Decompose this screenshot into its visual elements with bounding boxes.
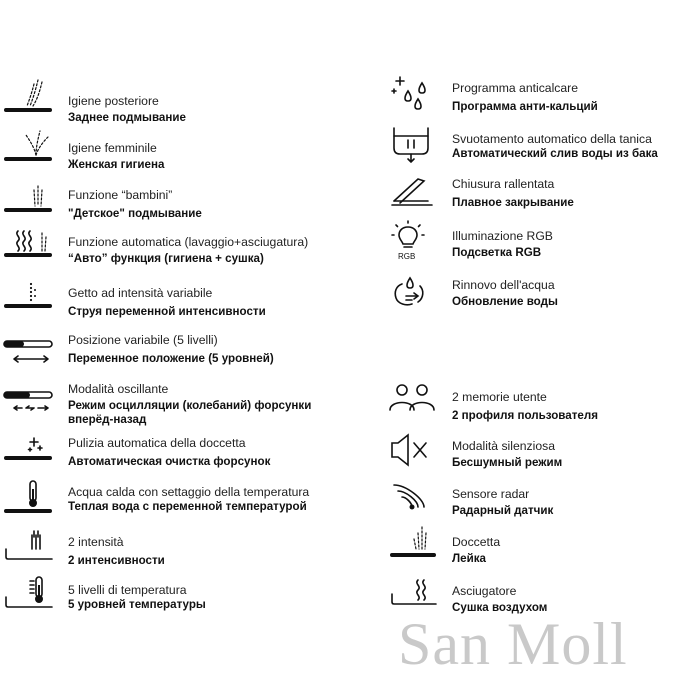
feature-ru-label: Бесшумный режим bbox=[452, 456, 563, 469]
feature-it-label: Sensore radar bbox=[452, 487, 530, 501]
feature-ru-label: "Детское" подмывание bbox=[68, 207, 202, 220]
user-memory-icon bbox=[388, 380, 438, 424]
feature-it-label: Igiene posteriore bbox=[68, 94, 159, 108]
feature-it-label: Illuminazione RGB bbox=[452, 229, 553, 243]
water-renewal-icon bbox=[388, 274, 438, 318]
tank-drain-icon bbox=[388, 124, 438, 168]
feature-ru-label: Плавное закрывание bbox=[452, 196, 574, 209]
variable-position-icon bbox=[0, 335, 54, 379]
soft-close-icon bbox=[388, 171, 438, 215]
feature-it-label: Programma anticalcare bbox=[452, 81, 578, 95]
silent-mode-icon bbox=[388, 433, 438, 477]
feature-ru-label: Обновление воды bbox=[452, 295, 558, 308]
feature-it-label: Modalità oscillante bbox=[68, 382, 169, 396]
feature-ru-label: Подсветка RGB bbox=[452, 246, 542, 259]
rgb-badge: RGB bbox=[398, 252, 416, 261]
feature-ru-label: Женская гигиена bbox=[68, 158, 165, 171]
feature-ru-label: Лейка bbox=[452, 552, 486, 565]
feature-it-label: Pulizia automatica della doccetta bbox=[68, 436, 246, 450]
kids-function-icon bbox=[0, 178, 54, 222]
anti-limescale-icon bbox=[388, 75, 438, 119]
feature-it-label: Funzione “bambini” bbox=[68, 188, 173, 202]
feature-it-label: Asciugatore bbox=[452, 584, 517, 598]
warm-water-thermometer-icon bbox=[0, 479, 54, 523]
feature-ru-label: Переменное положение (5 уровней) bbox=[68, 352, 274, 365]
feature-ru-label: Автоматический слив воды из бака bbox=[452, 147, 658, 160]
feature-it-label: Posizione variabile (5 livelli) bbox=[68, 333, 218, 347]
variable-jet-icon bbox=[0, 276, 54, 320]
feature-ru-label: Автоматическая очистка форсунок bbox=[68, 455, 271, 468]
feature-it-label: Igiene femminile bbox=[68, 141, 157, 155]
feature-it-label: Rinnovo dell'acqua bbox=[452, 278, 555, 292]
two-intensity-icon bbox=[0, 527, 54, 571]
feature-ru-label: Сушка воздухом bbox=[452, 601, 548, 614]
feature-ru-label: “Авто” функция (гигиена + сушка) bbox=[68, 252, 264, 265]
feature-ru-label: Радарный датчик bbox=[452, 504, 554, 517]
feature-it-label: 2 intensità bbox=[68, 535, 124, 549]
feature-ru-label: 5 уровней температуры bbox=[68, 598, 206, 611]
feature-it-label: Getto ad intensità variabile bbox=[68, 286, 213, 300]
feature-it-label: 2 memorie utente bbox=[452, 390, 547, 404]
rgb-light-icon bbox=[388, 221, 438, 265]
feature-it-label: Doccetta bbox=[452, 535, 501, 549]
feature-ru-label: Режим осцилляции (колебаний) форсунки bbox=[68, 399, 312, 412]
rear-hygiene-icon bbox=[0, 76, 54, 120]
feature-it-label: Modalità silenziosa bbox=[452, 439, 555, 453]
feature-ru-label: 2 интенсивности bbox=[68, 554, 165, 567]
feature-it-label: Chiusura rallentata bbox=[452, 177, 555, 191]
feature-it-label: Svuotamento automatico della tanica bbox=[452, 132, 652, 146]
brand-watermark: San Moll bbox=[398, 611, 628, 677]
feature-it-label: Funzione automatica (lavaggio+asciugatura) bbox=[68, 235, 309, 249]
feature-ru-label: Теплая вода с переменной температурой bbox=[68, 500, 307, 513]
nozzle-self-cleaning-icon bbox=[0, 432, 54, 476]
oscillating-mode-icon bbox=[0, 386, 54, 430]
auto-function-icon bbox=[0, 223, 54, 267]
hand-shower-icon bbox=[388, 521, 438, 565]
feminine-hygiene-icon bbox=[0, 125, 54, 169]
feature-it-label: Acqua calda con settaggio della temperatura bbox=[68, 485, 310, 499]
feature-ru-label: 2 профиля пользователя bbox=[452, 409, 598, 422]
feature-ru-label-line2: вперёд-назад bbox=[68, 413, 147, 426]
feature-ru-label: Программа анти-кальций bbox=[452, 100, 598, 113]
feature-it-label: 5 livelli di temperatura bbox=[68, 583, 187, 597]
radar-sensor-icon bbox=[388, 479, 438, 523]
temperature-levels-icon bbox=[0, 575, 54, 619]
feature-ru-label: Заднее подмывание bbox=[68, 111, 186, 124]
feature-ru-label: Струя переменной интенсивности bbox=[68, 305, 266, 318]
